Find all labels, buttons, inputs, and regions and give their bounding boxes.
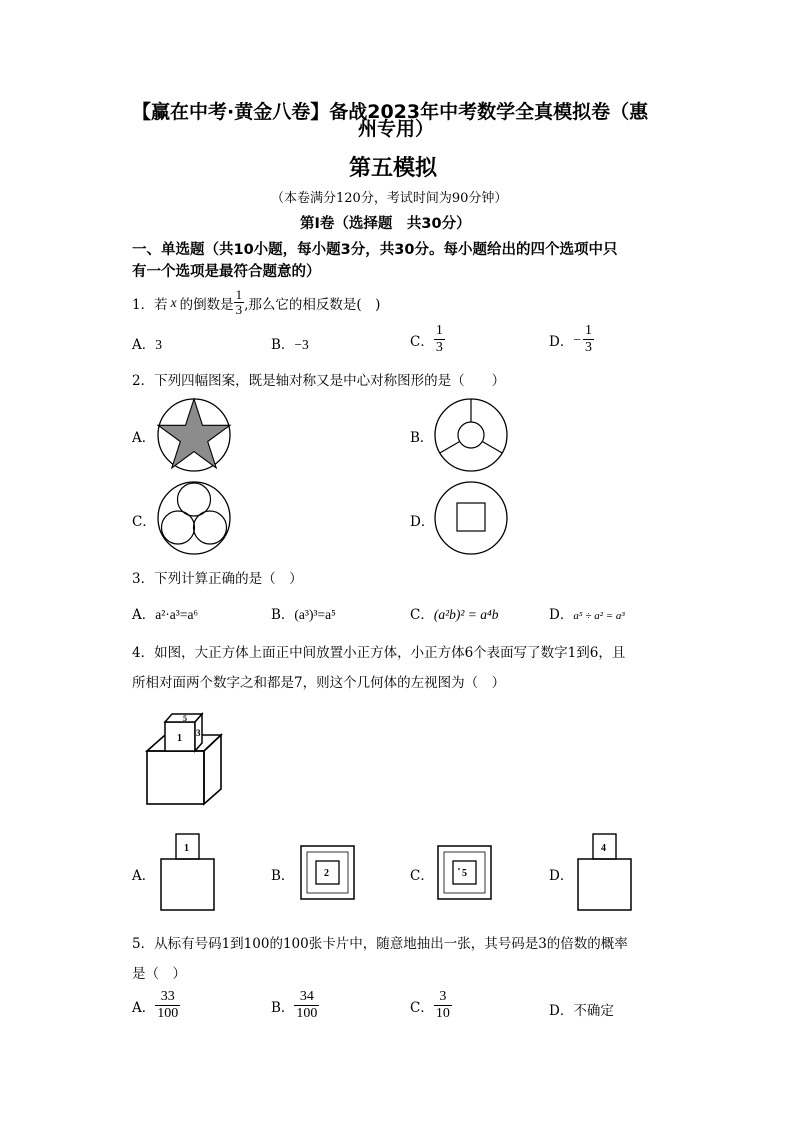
q1-option-b[interactable]	[271, 333, 309, 353]
inner-circle	[194, 511, 227, 544]
spoke-line	[482, 442, 502, 454]
q1-option-d[interactable]	[549, 323, 594, 356]
q2-option-b-figure[interactable]	[433, 397, 509, 473]
q1-option-c[interactable]	[410, 323, 445, 356]
big-square	[161, 859, 214, 910]
frac-den: 100	[296, 1006, 318, 1021]
section-heading-line1: 一、单选题（共10小题，每小题3分，共30分。每小题给出的四个选项中只	[132, 242, 618, 258]
option-expr: a²·a³=a⁶	[155, 607, 199, 622]
doc-title-line2: 州专用）	[358, 118, 435, 140]
q3-option-d[interactable]	[549, 603, 625, 623]
option-letter: A．	[132, 337, 156, 353]
frac-num: 3	[439, 989, 447, 1004]
q3-option-b[interactable]	[271, 603, 336, 623]
digit-label: 1	[184, 843, 189, 854]
section-heading-line2: 有一个选项是最符合题意的）	[132, 264, 321, 280]
q1-fraction	[234, 288, 245, 317]
q4-option-c-label[interactable]: C．	[410, 868, 434, 884]
question-5-line2: 是（ ）	[132, 966, 186, 982]
q2-option-a-figure[interactable]	[156, 397, 232, 473]
q2-option-c-figure[interactable]	[156, 480, 232, 556]
q1-variable: x	[170, 294, 177, 310]
question-4-line2: 所相对面两个数字之和都是7，则这个几何体的左视图为（ ）	[132, 675, 506, 691]
doc-title-line1: 【赢在中考·黄金八卷】备战2023年中考数学全真模拟卷（惠	[132, 101, 649, 123]
q5-option-a[interactable]	[132, 989, 180, 1022]
q4-option-d-figure[interactable]	[577, 832, 633, 912]
option-letter: A．	[132, 999, 156, 1016]
outer-circle	[158, 482, 230, 554]
score-time-note: （本卷满分120分，考试时间为90分钟）	[271, 191, 508, 206]
cube-right-label: 3	[196, 728, 201, 738]
digit-label: 5	[462, 868, 467, 879]
frac-num: 33	[160, 989, 175, 1004]
big-cube-front	[147, 751, 204, 804]
inner-circle	[458, 422, 484, 448]
q5-option-b[interactable]	[271, 989, 319, 1022]
q2-option-a-label[interactable]: A．	[132, 430, 156, 446]
option-fraction	[583, 323, 594, 356]
option-value: −3	[294, 337, 309, 352]
big-square	[578, 859, 631, 910]
big-cube-side	[204, 735, 221, 804]
q1-frac-num: 1	[235, 287, 243, 302]
q4-cube-figure	[145, 709, 225, 806]
doc-subtitle: 第五模拟	[349, 156, 438, 181]
question-1	[132, 288, 380, 317]
frac-den: 3	[435, 340, 443, 355]
option-fraction	[434, 989, 452, 1022]
option-letter: B．	[271, 337, 295, 353]
option-letter: B．	[271, 999, 295, 1016]
q1-option-a[interactable]	[132, 333, 162, 353]
option-letter: C．	[410, 333, 434, 350]
spoke-line	[440, 442, 460, 454]
q2-option-d-figure[interactable]	[433, 480, 509, 556]
option-fraction	[434, 323, 445, 356]
q2-option-d-label[interactable]: D．	[410, 514, 435, 530]
option-fraction	[155, 989, 180, 1022]
q3-option-c[interactable]	[410, 603, 498, 623]
option-letter: B．	[271, 607, 295, 623]
q1-prefix: 1．若	[132, 296, 168, 313]
volume-heading: 第I卷（选择题 共30分）	[300, 216, 471, 232]
option-text: 不确定	[573, 1003, 614, 1019]
option-letter: A．	[132, 607, 156, 623]
question-3: 3．下列计算正确的是（ ）	[132, 571, 303, 587]
dot-mark	[458, 868, 460, 870]
frac-num: 1	[584, 323, 592, 338]
frac-num: 1	[435, 323, 443, 338]
cube-front-label: 1	[177, 733, 182, 744]
option-value: 3	[155, 337, 162, 352]
option-sign: −	[573, 331, 581, 347]
q5-option-c[interactable]	[410, 989, 452, 1022]
outer-circle	[435, 482, 507, 554]
inner-circle	[162, 511, 195, 544]
digit-label: 2	[324, 868, 329, 879]
option-letter: D．	[549, 1003, 574, 1019]
q3-option-a[interactable]	[132, 603, 198, 623]
frac-den: 3	[584, 340, 592, 355]
option-fraction	[294, 989, 319, 1022]
question-2: 2．下列四幅图案，既是轴对称又是中心对称图形的是（ ）	[132, 373, 506, 389]
q4-option-a-figure[interactable]	[160, 832, 216, 912]
q4-option-b-label[interactable]: B．	[271, 868, 295, 884]
option-letter: D．	[549, 333, 574, 350]
digit-label: 4	[601, 843, 606, 854]
q4-option-c-figure[interactable]	[437, 845, 493, 901]
q2-option-b-label[interactable]: B．	[410, 430, 434, 446]
q4-option-d-label[interactable]: D．	[549, 868, 574, 884]
cube-top-label: 5	[183, 714, 187, 723]
frac-den: 100	[157, 1006, 179, 1021]
option-letter: D．	[549, 607, 574, 623]
q1-suffix: ,那么它的相反数是( )	[244, 296, 381, 313]
q5-option-d[interactable]	[549, 999, 614, 1019]
q2-option-c-label[interactable]: C．	[132, 514, 156, 530]
question-4-line1: 4．如图，大正方体上面正中间放置小正方体，小正方体6个表面写了数字1到6，且	[132, 645, 626, 661]
option-letter: C．	[410, 607, 434, 623]
frac-den: 10	[435, 1006, 450, 1021]
option-expr: (a³)³=a⁵	[294, 607, 336, 622]
q1-mid: 的倒数是	[179, 296, 234, 313]
frac-num: 34	[299, 989, 314, 1004]
question-5-line1: 5．从标有号码1到100的100张卡片中，随意地抽出一张，其号码是3的倍数的概率	[132, 936, 628, 952]
q4-option-a-label[interactable]: A．	[132, 868, 156, 884]
q4-option-b-figure[interactable]	[300, 845, 356, 901]
inner-square	[457, 503, 485, 531]
option-expr: a⁵ ÷ a² = a³	[573, 610, 625, 622]
option-expr: (a²b)² = a⁴b	[433, 607, 499, 622]
q1-frac-den: 3	[235, 302, 243, 317]
option-letter: C．	[410, 999, 434, 1016]
